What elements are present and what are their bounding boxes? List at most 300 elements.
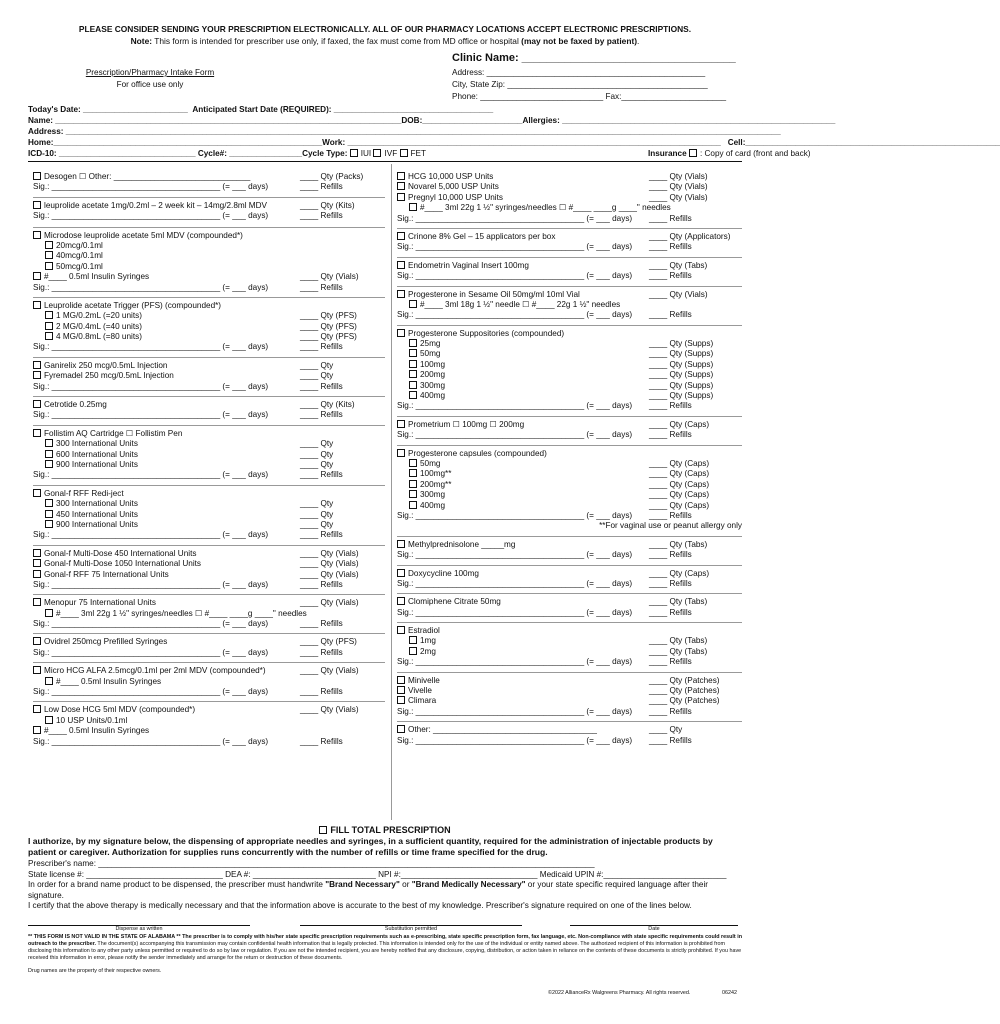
quantity-field[interactable]: ____ Refills — [300, 182, 343, 192]
medication-label: Low Dose HCG 5ml MDV (compounded*) — [44, 705, 196, 715]
quantity-field[interactable]: ____ Qty (Vials) — [300, 598, 359, 608]
quantity-field[interactable]: ____ Qty — [300, 360, 334, 370]
medication-line — [397, 597, 742, 607]
medication-line — [397, 511, 742, 521]
quantity-field[interactable]: ____ Refills — [300, 647, 343, 657]
quantity-field[interactable]: ____ Refills — [649, 213, 692, 223]
medication-label: 300mg — [420, 380, 446, 390]
medication-label: 1 MG/0.2mL (=20 units) — [56, 311, 142, 321]
medication-checkbox[interactable] — [409, 391, 417, 399]
medication-checkbox[interactable] — [33, 172, 41, 180]
quantity-field[interactable]: ____ Refills — [300, 579, 343, 589]
medication-checkbox[interactable] — [397, 329, 405, 337]
medication-block — [33, 201, 385, 222]
medication-line — [33, 283, 385, 293]
quantity-field[interactable]: ____ Qty (Kits) — [300, 200, 355, 210]
copyright-text: ©2022 AllianceRx Walgreens Pharmacy. All rights reserved. — [548, 990, 691, 996]
sig-field[interactable]: Sig.: _____________________________________ (= ___ days) — [397, 310, 633, 320]
medication-label: 50mg — [420, 458, 441, 468]
quantity-field[interactable]: ____ Qty (Tabs) — [649, 260, 708, 270]
sig-field[interactable]: Sig.: _____________________________________ (= ___ days) — [397, 430, 633, 440]
medication-checkbox[interactable] — [45, 499, 53, 507]
quantity-field[interactable]: ____ Qty (Caps) — [649, 479, 710, 489]
quantity-field[interactable]: ____ Qty (Caps) — [649, 500, 710, 510]
quantity-field[interactable]: ____ Refills — [300, 381, 343, 391]
medication-label: Estradiol — [408, 626, 440, 636]
medication-checkbox[interactable] — [409, 469, 417, 477]
quantity-field[interactable]: ____ Qty (PFS) — [300, 637, 357, 647]
medication-checkbox[interactable] — [397, 449, 405, 457]
medication-line — [33, 262, 385, 272]
medication-line — [397, 261, 742, 271]
prescriber-name-field[interactable]: Prescriber's name: _____________________________________________________________________________________________________________ — [28, 859, 595, 869]
medication-checkbox[interactable] — [33, 559, 41, 567]
medication-line — [397, 232, 742, 242]
medication-checkbox[interactable] — [45, 439, 53, 447]
quantity-field[interactable]: ____ Refills — [649, 401, 692, 411]
brand-medically-necessary: "Brand Medically Necessary" — [411, 880, 526, 890]
medication-checkbox[interactable] — [397, 182, 405, 190]
medication-checkbox[interactable] — [397, 725, 405, 733]
medication-line — [397, 420, 742, 430]
clinic-name-field[interactable]: Clinic Name: ___________________________________ — [452, 52, 736, 64]
icd-row — [28, 149, 811, 159]
medication-checkbox[interactable] — [33, 371, 41, 379]
quantity-field[interactable]: ____ Qty (Tabs) — [649, 539, 708, 549]
quantity-field[interactable]: ____ Qty (Tabs) — [649, 636, 708, 646]
quantity-field[interactable]: ____ Qty (Vials) — [300, 666, 359, 676]
medication-checkbox[interactable] — [33, 361, 41, 369]
medication-checkbox[interactable] — [45, 311, 53, 319]
sig-field[interactable]: Sig.: _____________________________________ (= ___ days) — [33, 687, 269, 697]
sig-field[interactable]: Sig.: _____________________________________ (= ___ days) — [397, 510, 633, 520]
medication-checkbox[interactable] — [409, 370, 417, 378]
medication-checkbox[interactable] — [409, 381, 417, 389]
quantity-field[interactable]: ____ Qty (Vials) — [649, 182, 708, 192]
medication-line — [33, 489, 385, 499]
medication-block — [33, 172, 385, 193]
medication-label: #____ 3ml 18g 1 ½" needle ☐ #____ 22g 1 ½" needles — [420, 299, 621, 309]
medication-checkbox[interactable] — [45, 450, 53, 458]
medication-line — [33, 499, 385, 509]
medication-checkbox[interactable] — [33, 429, 41, 437]
quantity-field[interactable]: ____ Qty (Supps) — [649, 391, 714, 401]
quantity-field[interactable]: ____ Refills — [649, 706, 692, 716]
medication-line — [33, 201, 385, 211]
allergies-field[interactable]: Allergies: ____________________________________________________________ — [522, 116, 836, 125]
block-divider — [397, 622, 742, 623]
quantity-field[interactable]: ____ Refills — [649, 430, 692, 440]
ivf-label: IVF — [384, 149, 398, 158]
medication-line — [33, 609, 385, 619]
medication-checkbox[interactable] — [397, 290, 405, 298]
medication-checkbox[interactable] — [397, 597, 405, 605]
date-row — [28, 105, 493, 115]
quantity-field[interactable]: ____ Refills — [649, 578, 692, 588]
header-line-1: PLEASE CONSIDER SENDING YOUR PRESCRIPTION ELECTRONICALLY. ALL OF OUR PHARMACY LOCATIONS ACCEPT ELECTRONIC PRESCRIPTIONS. — [78, 24, 692, 34]
medication-line — [397, 686, 742, 696]
medication-checkbox[interactable] — [33, 201, 41, 209]
right-medication-column — [397, 172, 742, 746]
todays-date-field[interactable]: Today's Date: _______________________ — [28, 105, 188, 114]
quantity-field[interactable]: ____ Qty (Vials) — [300, 272, 359, 282]
quantity-field[interactable]: ____ Qty (Vials) — [300, 569, 359, 579]
medication-checkbox[interactable] — [33, 489, 41, 497]
sig-field[interactable]: Sig.: _____________________________________ (= ___ days) — [397, 550, 633, 560]
medication-label: Gonal-f Multi-Dose 450 International Units — [44, 548, 197, 558]
block-divider — [397, 721, 742, 722]
medication-line — [397, 636, 742, 646]
sig-field[interactable]: Sig.: _____________________________________ (= ___ days) — [397, 607, 633, 617]
medication-line — [33, 371, 385, 381]
sig-field[interactable]: Sig.: _____________________________________ (= ___ days) — [33, 470, 269, 480]
quantity-field[interactable]: ____ Qty (Vials) — [300, 548, 359, 558]
sig-field[interactable]: Sig.: _____________________________________ (= ___ days) — [33, 530, 269, 540]
medication-checkbox[interactable] — [397, 569, 405, 577]
dispense-label: Dispense as written — [115, 926, 163, 932]
quantity-field[interactable]: ____ Qty (Patches) — [649, 686, 720, 696]
medication-checkbox[interactable] — [397, 540, 405, 548]
quantity-field[interactable]: ____ Qty (Tabs) — [649, 597, 708, 607]
quantity-field[interactable]: ____ Qty (Supps) — [649, 370, 714, 380]
sig-field[interactable]: Sig.: _____________________________________ (= ___ days) — [397, 271, 633, 281]
medication-line — [33, 311, 385, 321]
medication-checkbox[interactable] — [33, 726, 41, 734]
quantity-field[interactable]: ____ Refills — [300, 736, 343, 746]
home-field[interactable]: Home:___________________________________________________________ — [28, 138, 323, 147]
medication-line — [33, 172, 385, 182]
medication-label: 450 International Units — [56, 509, 138, 519]
medication-checkbox[interactable] — [33, 598, 41, 606]
medication-checkbox[interactable] — [397, 232, 405, 240]
quantity-field[interactable]: ____ Qty (Patches) — [649, 675, 720, 685]
medication-checkbox[interactable] — [409, 300, 417, 308]
medication-checkbox[interactable] — [409, 647, 417, 655]
medication-line — [397, 490, 742, 500]
quantity-field[interactable]: ____ Qty — [300, 449, 334, 459]
medication-line — [397, 391, 742, 401]
medication-label: Vivelle — [408, 686, 432, 696]
medication-line — [33, 400, 385, 410]
quantity-field[interactable]: ____ Qty — [300, 509, 334, 519]
address-field[interactable]: Address: _____________________________________________________________________________________________________________________________________________________________ — [28, 127, 781, 136]
medication-block — [397, 449, 742, 532]
cycle-type-label: Cycle Type: — [302, 149, 348, 158]
cell-field[interactable]: Cell:________________________________________________________ — [727, 138, 1000, 147]
medication-line — [33, 726, 385, 736]
quantity-field[interactable]: ____ Refills — [649, 657, 692, 667]
block-divider — [33, 633, 385, 634]
brand-instructions — [28, 880, 742, 901]
medication-checkbox[interactable] — [397, 626, 405, 634]
quantity-field[interactable]: ____ Qty (Supps) — [649, 359, 714, 369]
medication-line — [33, 520, 385, 530]
sig-field[interactable]: Sig.: _____________________________________ (= ___ days) — [397, 242, 633, 252]
insurance-label: Insurance — [647, 149, 687, 158]
quantity-field[interactable]: ____ Qty (Caps) — [649, 458, 710, 468]
sig-field[interactable]: Sig.: _____________________________________ (= ___ days) — [33, 619, 269, 629]
block-divider — [33, 297, 385, 298]
medication-line — [33, 382, 385, 392]
sig-field[interactable]: Sig.: _____________________________________ (= ___ days) — [33, 410, 269, 420]
medication-line — [33, 598, 385, 608]
clinic-phone-fax-field[interactable]: Phone: ___________________________ Fax:_______________________ — [452, 92, 727, 101]
medication-checkbox[interactable] — [45, 262, 53, 270]
medication-label: Micro HCG ALFA 2.5mcg/0.1ml per 2ml MDV (compounded*) — [44, 666, 266, 676]
quantity-field[interactable]: ____ Refills — [649, 310, 692, 320]
medication-checkbox[interactable] — [409, 349, 417, 357]
fill-total-checkbox[interactable] — [319, 826, 327, 834]
clinic-address-field[interactable]: Address: ________________________________________________ — [452, 68, 706, 77]
quantity-field[interactable]: ____ Qty (PFS) — [300, 311, 357, 321]
block-divider — [397, 672, 742, 673]
medication-checkbox[interactable] — [409, 203, 417, 211]
medication-label: Ganirelix 250 mcg/0.5mL Injection — [44, 360, 168, 370]
quantity-field[interactable]: ____ Qty (Vials) — [649, 172, 708, 181]
medication-checkbox[interactable] — [397, 686, 405, 694]
medication-checkbox[interactable] — [409, 339, 417, 347]
medication-line — [397, 736, 742, 746]
medication-checkbox[interactable] — [45, 520, 53, 528]
medication-label: Follistim AQ Cartridge ☐ Follistim Pen — [44, 428, 183, 438]
quantity-field[interactable]: ____ Qty — [300, 519, 334, 529]
medication-label: Minivelle — [408, 675, 440, 685]
work-field[interactable]: Work: __________________________________________________________________________________ — [322, 138, 721, 147]
medication-checkbox[interactable] — [45, 332, 53, 340]
medication-line — [397, 696, 742, 706]
medication-block — [33, 705, 385, 747]
block-divider — [33, 545, 385, 546]
medication-line — [397, 349, 742, 359]
medication-checkbox[interactable] — [45, 322, 53, 330]
medication-line — [397, 521, 742, 531]
medication-checkbox[interactable] — [45, 609, 53, 617]
sig-field[interactable]: Sig.: _____________________________________ (= ___ days) — [33, 182, 269, 192]
medication-line — [33, 439, 385, 449]
quantity-field[interactable]: ____ Qty — [300, 439, 334, 449]
medication-line — [397, 290, 742, 300]
quantity-field[interactable]: ____ Refills — [649, 510, 692, 520]
quantity-field[interactable]: ____ Refills — [300, 470, 343, 480]
medication-label: Pregnyl 10,000 USP Units — [408, 192, 503, 202]
address-row — [28, 127, 781, 137]
quantity-field[interactable]: ____ Qty (PFS) — [300, 332, 357, 342]
medication-label: 4 MG/0.8mL (=80 units) — [56, 332, 142, 342]
sig-field[interactable]: Sig.: _____________________________________ (= ___ days) — [33, 647, 269, 657]
medication-checkbox[interactable] — [33, 637, 41, 645]
medication-checkbox[interactable] — [409, 636, 417, 644]
dob-field[interactable]: DOB:______________________ — [401, 116, 523, 125]
medication-checkbox[interactable] — [409, 480, 417, 488]
medication-checkbox[interactable] — [45, 510, 53, 518]
medication-checkbox[interactable] — [33, 272, 41, 280]
medication-checkbox[interactable] — [409, 501, 417, 509]
medication-label: Progesterone in Sesame Oil 50mg/ml 10ml Vial — [408, 289, 580, 299]
quantity-field[interactable]: ____ Refills — [300, 342, 343, 352]
medication-checkbox[interactable] — [397, 420, 405, 428]
medication-block — [33, 400, 385, 421]
quantity-field[interactable]: ____ Qty (Patches) — [649, 696, 720, 706]
medication-line — [397, 459, 742, 469]
medication-line — [33, 450, 385, 460]
medication-label: Clomiphene Citrate 50mg — [408, 597, 501, 607]
block-divider — [397, 325, 742, 326]
sig-field[interactable]: Sig.: _____________________________________ (= ___ days) — [397, 706, 633, 716]
medication-checkbox[interactable] — [397, 676, 405, 684]
medication-checkbox[interactable] — [409, 459, 417, 467]
sig-field[interactable]: Sig.: _____________________________________ (= ___ days) — [397, 735, 633, 745]
medication-label: Endometrin Vaginal Insert 100mg — [408, 260, 529, 270]
medication-block — [33, 361, 385, 392]
license-row[interactable]: State license #: ______________________________ DEA #: ___________________________ NPI #:______________________________ Medicaid UPIN #:___________________________ — [28, 869, 727, 879]
quantity-field[interactable]: ____ Refills — [300, 282, 343, 292]
quantity-field[interactable]: ____ Refills — [649, 607, 692, 617]
medication-checkbox[interactable] — [45, 716, 53, 724]
quantity-field[interactable]: ____ Qty (Vials) — [649, 192, 708, 202]
medication-label: Gonal-f RFF Redi-ject — [44, 488, 124, 498]
clinic-city-field[interactable]: City, State Zip: ____________________________________________ — [452, 80, 708, 89]
quantity-field[interactable]: ____ Qty (Caps) — [649, 568, 710, 578]
quantity-field[interactable]: ____ Qty (Caps) — [649, 419, 710, 429]
quantity-field[interactable]: ____ Refills — [300, 687, 343, 697]
medication-checkbox[interactable] — [45, 251, 53, 259]
medication-block — [397, 261, 742, 282]
quantity-field[interactable]: ____ Qty (Supps) — [649, 349, 714, 359]
medication-block — [397, 232, 742, 253]
quantity-field[interactable]: ____ Refills — [649, 550, 692, 560]
quantity-field[interactable]: ____ Qty — [649, 725, 683, 735]
medication-checkbox[interactable] — [397, 261, 405, 269]
medication-label: Progesterone Suppositories (compounded) — [408, 328, 565, 338]
medication-checkbox[interactable] — [33, 301, 41, 309]
quantity-field[interactable]: ____ Refills — [300, 619, 343, 629]
medication-label: 1mg — [420, 636, 436, 646]
legal-bold: ** THIS FORM IS NOT VALID IN THE STATE OF ALABAMA ** The prescriber is to comply with his/her state specific prescription requirements such as e-prescribing, state specific prescription form, fax language, etc. Non-compliance with state specific requirements could result in outreach to the prescriber. — [28, 934, 743, 947]
sig-field[interactable]: Sig.: _____________________________________ (= ___ days) — [397, 578, 633, 588]
medication-label: Crinone 8% Gel – 15 applicators per box — [408, 231, 556, 241]
medication-label: #____ 3ml 22g 1 ½" syringes/needles ☐ #____ ____g ____" needles — [420, 203, 671, 213]
quantity-field[interactable]: ____ Refills — [649, 271, 692, 281]
medication-label: Cetrotide 0.25mg — [44, 400, 107, 410]
medication-checkbox[interactable] — [33, 570, 41, 578]
quantity-field[interactable]: ____ Refills — [300, 211, 343, 221]
medication-line — [397, 449, 742, 459]
quantity-field[interactable]: ____ Qty (Tabs) — [649, 646, 708, 656]
medication-label: Menopur 75 International Units — [44, 598, 156, 608]
medication-block — [397, 172, 742, 224]
quantity-field[interactable]: ____ Refills — [300, 410, 343, 420]
date-label: Date — [648, 926, 660, 932]
quantity-field[interactable]: ____ Qty (Applicators) — [649, 231, 731, 241]
block-divider — [397, 257, 742, 258]
sig-field[interactable]: Sig.: _____________________________________ (= ___ days) — [33, 736, 269, 746]
sig-field[interactable]: Sig.: _____________________________________ (= ___ days) — [33, 579, 269, 589]
quantity-field[interactable]: ____ Qty (Supps) — [649, 339, 714, 349]
brand-text-2: or — [399, 880, 412, 890]
quantity-field[interactable]: ____ Qty (Supps) — [649, 380, 714, 390]
medication-label: 900 International Units — [56, 519, 138, 529]
medication-line — [397, 172, 742, 182]
quantity-field[interactable]: ____ Qty — [300, 499, 334, 509]
fet-checkbox[interactable] — [400, 149, 408, 157]
medication-label: #____ 3ml 22g 1 ½" syringes/needles ☐ #____ ____g ____" needles — [56, 608, 307, 618]
sig-field[interactable]: Sig.: _____________________________________ (= ___ days) — [33, 381, 269, 391]
quantity-field[interactable]: ____ Qty — [300, 371, 334, 381]
start-date-field[interactable]: Anticipated Start Date (REQUIRED): ___________________________________ — [192, 105, 494, 114]
medication-block — [33, 549, 385, 591]
insurance-checkbox[interactable] — [689, 149, 697, 157]
medication-checkbox[interactable] — [409, 360, 417, 368]
quantity-field[interactable]: ____ Qty — [300, 459, 334, 469]
quantity-field[interactable]: ____ Qty (Vials) — [649, 289, 708, 299]
block-divider — [33, 485, 385, 486]
sig-field[interactable]: Sig.: _____________________________________ (= ___ days) — [33, 211, 269, 221]
medication-label: 400mg — [420, 500, 446, 510]
sig-field[interactable]: Sig.: _____________________________________ (= ___ days) — [397, 657, 633, 667]
medication-label: leuprolide acetate 1mg/0.2ml – 2 week kit – 14mg/2.8ml MDV — [44, 200, 267, 210]
intake-title: Prescription/Pharmacy Intake Form — [85, 68, 215, 77]
icd-cycle-field[interactable]: ICD-10: ______________________________ Cycle#: ________________ — [28, 149, 303, 158]
medication-checkbox[interactable] — [45, 460, 53, 468]
quantity-field[interactable]: ____ Refills — [649, 735, 692, 745]
block-divider — [33, 197, 385, 198]
medication-line — [397, 569, 742, 579]
sig-field[interactable]: Sig.: _____________________________________ (= ___ days) — [33, 282, 269, 292]
medication-checkbox[interactable] — [397, 172, 405, 180]
medication-line — [397, 430, 742, 440]
sig-field[interactable]: Sig.: _____________________________________ (= ___ days) — [397, 213, 633, 223]
medication-label: 2 MG/0.4mL (=40 units) — [56, 321, 142, 331]
block-divider — [397, 565, 742, 566]
quantity-field[interactable]: ____ Qty (Vials) — [300, 705, 359, 715]
quantity-field[interactable]: ____ Qty (Vials) — [300, 559, 359, 569]
quantity-field[interactable]: ____ Qty (PFS) — [300, 321, 357, 331]
sig-field[interactable]: Sig.: _____________________________________ (= ___ days) — [33, 342, 269, 352]
phone-row — [28, 138, 1000, 148]
quantity-field[interactable]: ____ Qty (Caps) — [649, 469, 710, 479]
medication-line — [33, 241, 385, 251]
sig-field[interactable]: Sig.: _____________________________________ (= ___ days) — [397, 401, 633, 411]
medication-checkbox[interactable] — [33, 666, 41, 674]
medication-checkbox[interactable] — [33, 400, 41, 408]
medication-checkbox[interactable] — [45, 677, 53, 685]
block-divider — [33, 425, 385, 426]
quantity-field[interactable]: ____ Qty (Packs) — [300, 172, 364, 181]
quantity-field[interactable]: ____ Refills — [300, 530, 343, 540]
medication-line — [397, 676, 742, 686]
medication-checkbox[interactable] — [33, 549, 41, 557]
medication-checkbox[interactable] — [397, 193, 405, 201]
quantity-field[interactable]: ____ Refills — [649, 242, 692, 252]
medication-block — [397, 725, 742, 746]
medication-label: Gonal-f Multi-Dose 1050 International Units — [44, 559, 202, 569]
medication-checkbox[interactable] — [409, 490, 417, 498]
medication-label: 300 International Units — [56, 499, 138, 509]
medication-checkbox[interactable] — [45, 241, 53, 249]
quantity-field[interactable]: ____ Qty (Kits) — [300, 400, 355, 410]
iui-checkbox[interactable] — [350, 149, 358, 157]
medication-checkbox[interactable] — [33, 231, 41, 239]
medication-label: 600 International Units — [56, 449, 138, 459]
medication-checkbox[interactable] — [397, 696, 405, 704]
medication-checkbox[interactable] — [33, 705, 41, 713]
name-field[interactable]: Name: ____________________________________________________________________________ — [28, 116, 402, 125]
medication-line — [33, 559, 385, 569]
medication-block — [33, 231, 385, 293]
medication-block — [33, 598, 385, 629]
ivf-checkbox[interactable] — [373, 149, 381, 157]
quantity-field[interactable]: ____ Qty (Caps) — [649, 490, 710, 500]
